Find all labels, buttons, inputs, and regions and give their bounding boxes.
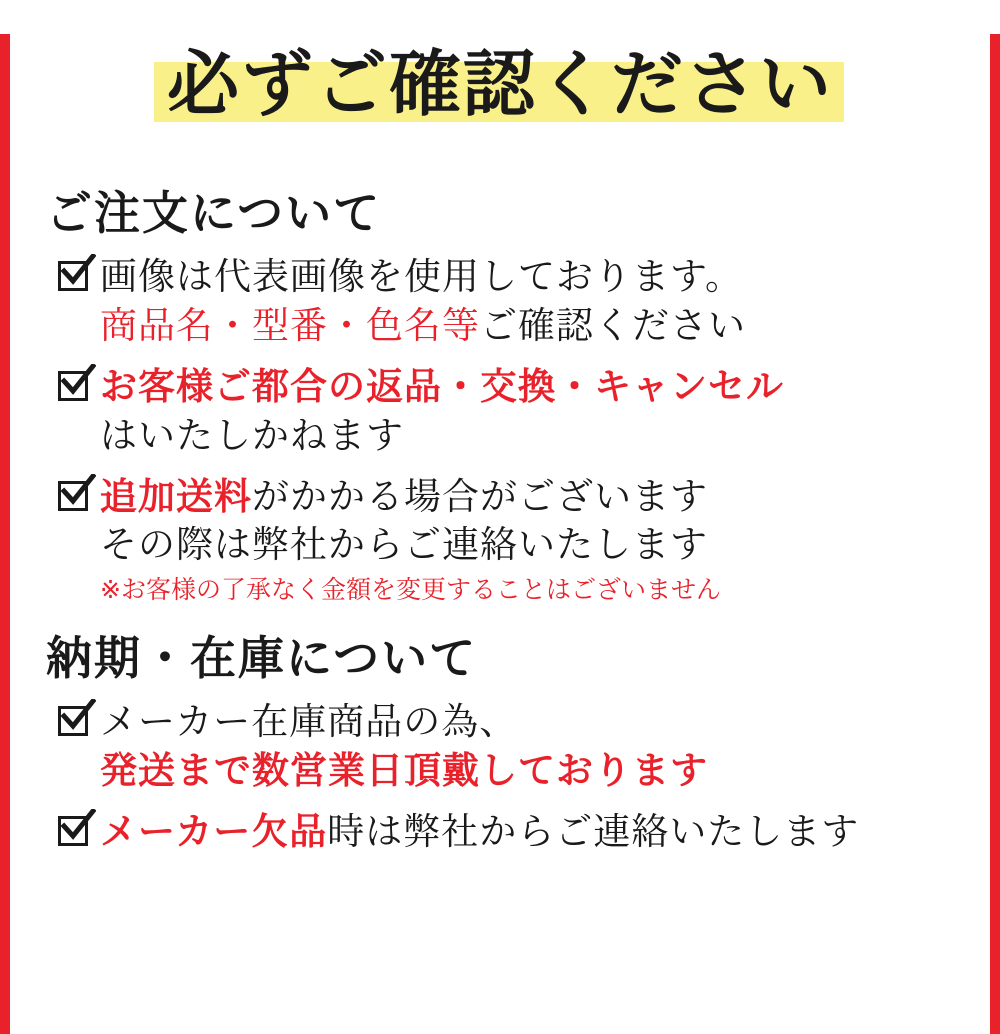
list-line: 画像は代表画像を使用しております。 [100, 255, 744, 299]
list-line: お客様ご都合の返品・交換・キャンセル [100, 364, 784, 408]
list-item-text [100, 363, 966, 461]
list-item-text [100, 253, 966, 351]
list-line-emphasis: 追加送料 [100, 474, 252, 518]
list-line-emphasis: 商品名・型番・色名等 [100, 304, 480, 348]
list-line: メーカー在庫商品の為、 [100, 699, 518, 743]
list-item-text [100, 473, 966, 607]
list-line-emphasis: メーカー欠品 [100, 809, 328, 853]
list-item [56, 363, 966, 461]
list-line: 発送まで数営業日頂戴しております [100, 748, 708, 792]
list-item [56, 698, 966, 796]
list-item [56, 473, 966, 607]
list-line [100, 473, 966, 522]
list-line [100, 302, 966, 351]
checkbox-checked-icon [56, 257, 94, 295]
list-line-rest: がかかる場合がございます [252, 474, 708, 518]
list-item-text [100, 808, 966, 857]
list-item [56, 808, 966, 857]
notice-content [10, 34, 990, 1034]
checkbox-checked-icon [56, 477, 94, 515]
section-heading-delivery: 納期・在庫について [46, 630, 478, 685]
section-heading-orders: ご注文について [46, 186, 382, 240]
notice-page [0, 34, 1000, 1034]
list-line [100, 808, 966, 857]
list-line: はいたしかねます [100, 413, 404, 457]
checkbox-checked-icon [56, 367, 94, 405]
list-line-rest: 時は弊社からご連絡いたします [327, 809, 860, 853]
list-item-text [100, 698, 966, 796]
list-line-rest: ご確認ください [480, 304, 746, 348]
page-title [34, 34, 966, 134]
list-item [56, 253, 966, 351]
list-line: その際は弊社からご連絡いたします [100, 523, 708, 567]
page-title-text: 必ずご確認ください [166, 42, 833, 126]
checkbox-checked-icon [56, 702, 94, 740]
list-line-note: ※お客様の了承なく金額を変更することはございません [100, 575, 721, 605]
checkbox-checked-icon [56, 812, 94, 850]
